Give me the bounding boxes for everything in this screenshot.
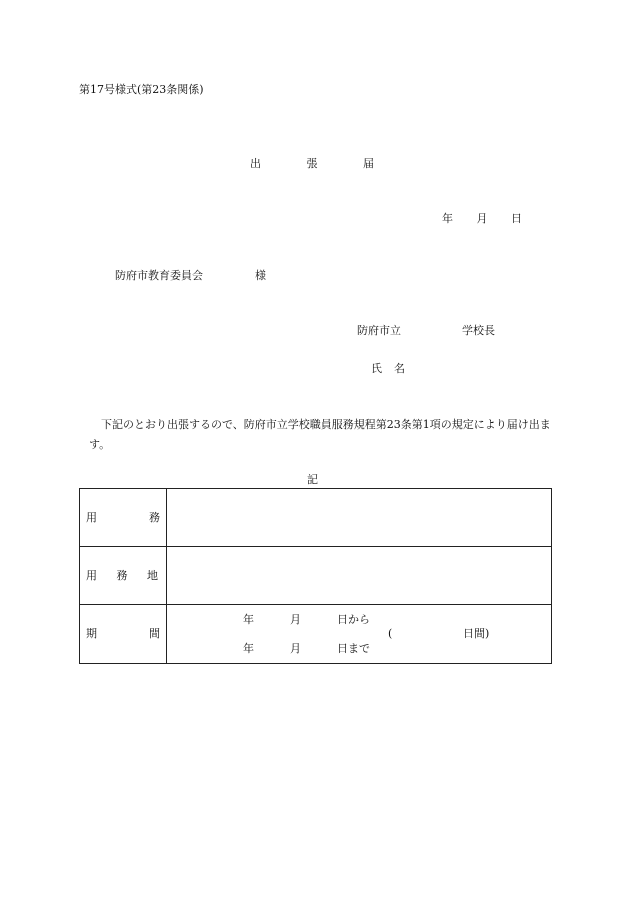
name-label-char: 氏	[371, 362, 382, 375]
date-day-label: 日	[511, 212, 522, 225]
date-year-label: 年	[442, 212, 453, 225]
paren-open: (	[388, 627, 393, 640]
name-label	[371, 362, 405, 376]
title-char: 出	[250, 157, 261, 170]
table-row-business	[80, 489, 552, 547]
table-row-period	[80, 605, 552, 664]
honorific: 様	[255, 269, 266, 282]
end-year-label: 年	[243, 642, 254, 655]
label-char: 用	[86, 510, 97, 524]
form-number: 第17号様式(第23条関係)	[79, 83, 204, 96]
total-days-label: 日間)	[463, 627, 490, 640]
ki-label: 記	[307, 473, 318, 486]
period-label-cell	[80, 605, 167, 664]
label-char: 務	[149, 510, 160, 524]
addressee: 防府市教育委員会	[115, 269, 203, 282]
date-line	[442, 212, 522, 226]
destination-value-cell[interactable]	[167, 547, 552, 605]
destination-label-cell	[80, 547, 167, 605]
business-label-cell	[80, 489, 167, 547]
title-char: 届	[363, 157, 374, 170]
label-char: 間	[149, 627, 160, 640]
trip-details-table	[79, 488, 552, 664]
label-char: 務	[116, 568, 128, 582]
destination-label	[80, 569, 166, 583]
period-label	[80, 627, 166, 641]
start-month-label: 月	[290, 613, 301, 626]
date-month-label: 月	[476, 212, 488, 225]
business-label	[80, 511, 166, 525]
label-char: 期	[86, 627, 97, 640]
start-day-from-label: 日から	[337, 613, 370, 626]
name-label-char: 名	[394, 362, 405, 375]
end-day-until-label: 日まで	[337, 642, 370, 655]
school-prefix: 防府市立	[357, 324, 401, 337]
statement-paragraph: 下記のとおり出張するので、防府市立学校職員服務規程第23条第1項の規定により届け出ます。	[89, 418, 551, 451]
label-char: 用	[86, 568, 97, 582]
period-fields	[167, 605, 551, 663]
period-value-cell[interactable]	[167, 605, 552, 664]
title-char: 張	[306, 157, 318, 170]
school-suffix: 学校長	[462, 324, 495, 337]
end-month-label: 月	[290, 642, 301, 655]
start-year-label: 年	[243, 613, 254, 626]
table-row-destination	[80, 547, 552, 605]
page-title	[250, 157, 374, 171]
label-char: 地	[147, 568, 158, 582]
business-value-cell[interactable]	[167, 489, 552, 547]
